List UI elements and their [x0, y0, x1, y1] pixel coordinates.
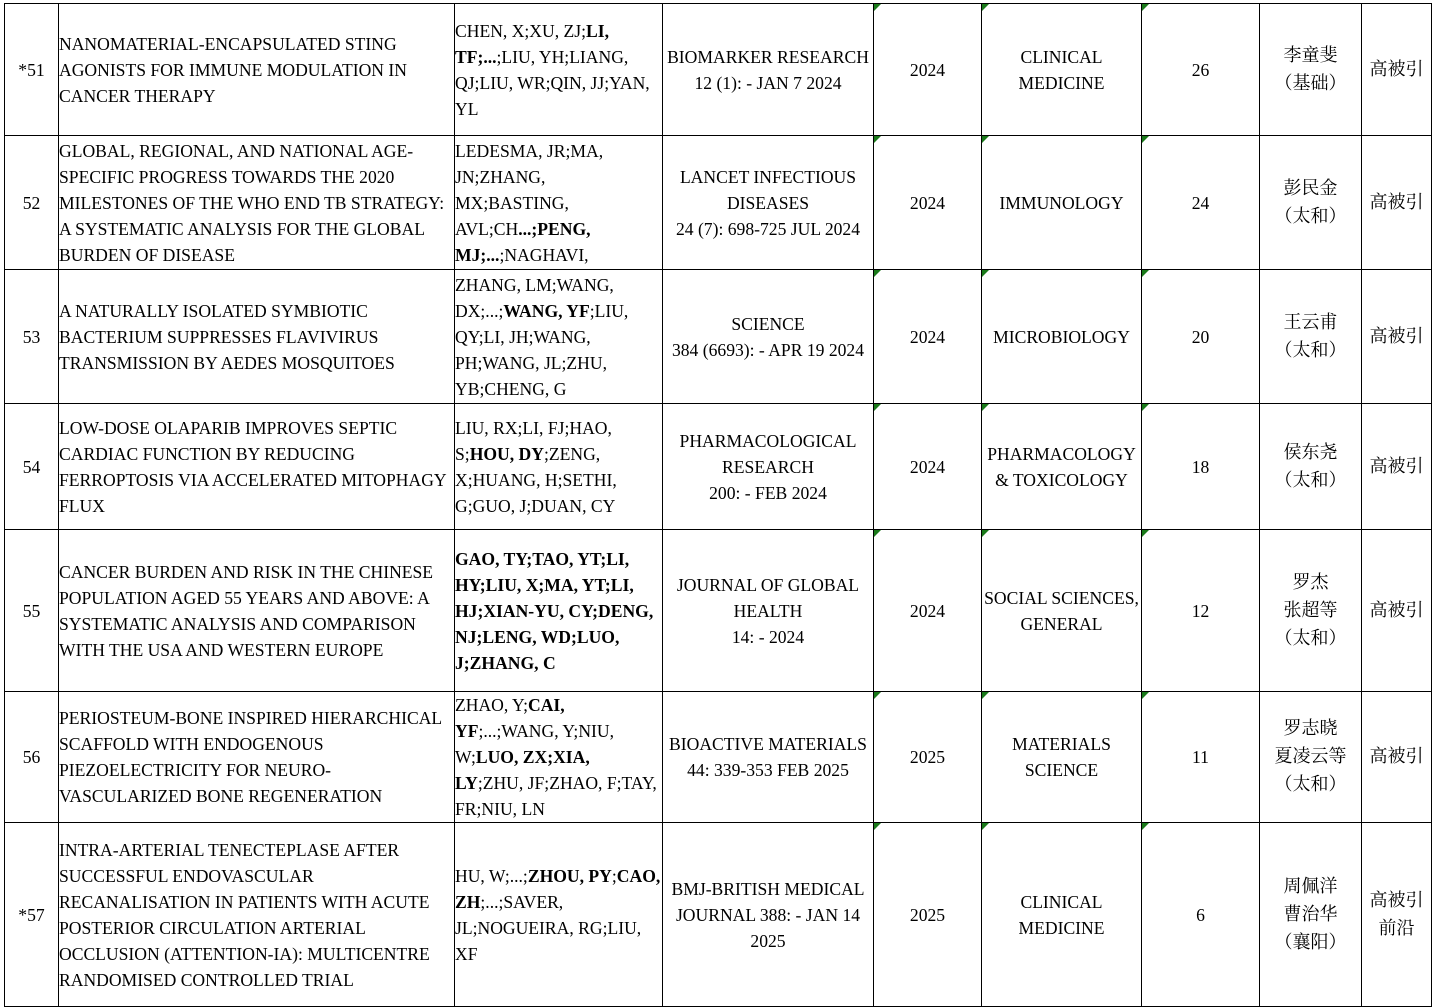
year-cell — [874, 136, 982, 270]
author-segment: ;NAGHAVI, — [499, 244, 589, 265]
row-number: *51 — [18, 59, 45, 80]
subject-category: CLINICAL MEDICINE — [1018, 46, 1105, 93]
researcher-line: 周佩洋 — [1283, 875, 1338, 897]
table-row — [5, 823, 1432, 1007]
author-segment: ;ZHU, JF;ZHAO, F;TAY, FR;NIU, LN — [455, 773, 657, 819]
subject-category: CLINICAL MEDICINE — [1018, 891, 1105, 938]
author-segment: LIU, RX;LI, FJ;HAO, S; — [455, 417, 612, 464]
paper-type-label: 高被引 — [1369, 889, 1424, 911]
author-segment: LI, TF;... — [455, 20, 609, 67]
subject-category: PHARMACOLOGY & TOXICOLOGY — [987, 443, 1136, 490]
paper-type-label: 高被引 — [1369, 455, 1424, 477]
comment-marker-icon — [1142, 530, 1149, 537]
researcher-line: （太和） — [1274, 469, 1347, 491]
researcher-line: （太和） — [1274, 774, 1347, 795]
publication-year: 2024 — [909, 600, 946, 621]
researcher-line: （基础） — [1274, 72, 1347, 94]
citations-cell — [1142, 136, 1260, 270]
author-segment: ;ZENG, X;HUANG, H;SETHI, G;GUO, J;DUAN, CY — [455, 443, 617, 516]
row-number-cell — [5, 692, 59, 823]
title-cell — [59, 404, 455, 530]
paper-type-cell — [1362, 530, 1432, 692]
source-line: PHARMACOLOGICAL RESEARCH — [679, 430, 857, 477]
researcher-line: （太和） — [1274, 205, 1347, 227]
paper-type-label: 高被引 — [1369, 58, 1424, 80]
researcher-line: （太和） — [1274, 627, 1347, 649]
comment-marker-icon — [874, 136, 881, 143]
paper-type-label: 前沿 — [1378, 917, 1415, 939]
publication-year: 2024 — [909, 326, 946, 347]
row-number-cell — [5, 530, 59, 692]
comment-marker-icon — [1142, 136, 1149, 143]
authors-cell — [455, 270, 663, 404]
category-cell — [982, 4, 1142, 136]
researcher-cell — [1260, 404, 1362, 530]
comment-marker-icon — [874, 404, 881, 411]
row-number: *57 — [18, 904, 45, 925]
category-cell — [982, 136, 1142, 270]
category-cell — [982, 270, 1142, 404]
citations-cell — [1142, 823, 1260, 1007]
table-row — [5, 270, 1432, 404]
title-cell — [59, 4, 455, 136]
paper-type-label: 高被引 — [1369, 191, 1424, 213]
researcher-line: （太和） — [1274, 339, 1347, 361]
authors-cell — [455, 4, 663, 136]
citation-count: 26 — [1191, 59, 1210, 80]
author-segment: ZHOU, PY — [527, 865, 612, 886]
subject-category: SOCIAL SCIENCES, GENERAL — [984, 587, 1139, 634]
table-body — [5, 4, 1432, 1007]
year-cell — [874, 692, 982, 823]
researcher-cell — [1260, 136, 1362, 270]
author-segment: ; — [611, 865, 617, 886]
researcher-line: 王云甫 — [1283, 311, 1338, 333]
paper-type-cell — [1362, 4, 1432, 136]
researcher-line: 侯东尧 — [1283, 441, 1338, 463]
paper-title: LOW-DOSE OLAPARIB IMPROVES SEPTIC CARDIAC FUNCTION BY REDUCING FERROPTOSIS VIA ACCELERATED MITOPHAGY FLUX — [59, 417, 446, 516]
paper-type-label: 高被引 — [1369, 599, 1424, 621]
citations-cell — [1142, 530, 1260, 692]
comment-marker-icon — [1142, 404, 1149, 411]
table-row — [5, 692, 1432, 823]
comment-marker-icon — [874, 270, 881, 277]
researcher-line: 罗杰 — [1292, 571, 1329, 593]
publication-year: 2025 — [909, 747, 946, 767]
paper-type-label: 高被引 — [1369, 325, 1424, 347]
table-row — [5, 136, 1432, 270]
year-cell — [874, 4, 982, 136]
author-segment: ZHANG, LM;WANG, DX;...; — [455, 274, 614, 321]
researcher-line: 曹治华 — [1283, 903, 1338, 925]
source-line: LANCET INFECTIOUS DISEASES — [679, 166, 857, 213]
comment-marker-icon — [874, 530, 881, 537]
subject-category: MATERIALS SCIENCE — [1012, 734, 1111, 780]
source-line: 24 (7): 698-725 JUL 2024 — [675, 218, 861, 239]
researcher-line: 罗志晓 — [1283, 718, 1338, 739]
citation-count: 24 — [1191, 192, 1210, 213]
row-number-cell — [5, 136, 59, 270]
comment-marker-icon — [1142, 823, 1149, 830]
author-segment: GAO, TY;TAO, YT;LI, HY;LIU, X;MA, YT;LI, HJ;XIAN-YU, CY;DENG, NJ;LENG, WD;LUO, J;ZHANG, C — [455, 548, 654, 673]
author-segment: CAI, YF — [455, 695, 565, 741]
paper-title: INTRA-ARTERIAL TENECTEPLASE AFTER SUCCESSFUL ENDOVASCULAR RECANALISATION IN PATIENTS WITH ACUTE POSTERIOR CIRCULATION ARTERIAL OCCLUSION (ATTENTION-IA): MULTICENTRE RANDOMISED CONTROLLED TRIAL — [59, 839, 430, 990]
row-number: 55 — [22, 600, 41, 621]
subject-category: MICROBIOLOGY — [993, 326, 1130, 347]
author-segment: ;LIU, QY;LI, JH;WANG, PH;WANG, JL;ZHU, YB;CHENG, G — [455, 300, 629, 399]
publication-year: 2024 — [909, 192, 946, 213]
paper-title: CANCER BURDEN AND RISK IN THE CHINESE POPULATION AGED 55 YEARS AND ABOVE: A SYSTEMATIC ANALYSIS AND COMPARISON WITH THE USA AND WESTERN EUROPE — [59, 561, 434, 660]
citation-count: 11 — [1192, 747, 1209, 767]
source-line: SCIENCE — [731, 313, 805, 334]
publication-year: 2024 — [909, 59, 946, 80]
source-cell — [663, 823, 874, 1007]
author-segment: CHEN, X;XU, ZJ; — [455, 20, 586, 41]
comment-marker-icon — [874, 4, 881, 11]
authors-cell — [455, 404, 663, 530]
author-segment: ;LIU, YH;LIANG, QJ;LIU, WR;QIN, JJ;YAN, YL — [455, 46, 650, 119]
source-line: 200: - FEB 2024 — [709, 482, 827, 503]
category-cell — [982, 404, 1142, 530]
researcher-line: 夏凌云等 — [1274, 746, 1347, 767]
comment-marker-icon — [874, 823, 881, 830]
author-segment: ;...;SAVER, JL;NOGUEIRA, RG;LIU, XF — [455, 891, 642, 964]
comment-marker-icon — [982, 404, 989, 411]
table-row — [5, 4, 1432, 136]
row-number: 53 — [22, 326, 41, 347]
year-cell — [874, 530, 982, 692]
authors-cell — [455, 530, 663, 692]
source-cell — [663, 404, 874, 530]
row-number-cell — [5, 4, 59, 136]
comment-marker-icon — [1142, 4, 1149, 11]
source-cell — [663, 136, 874, 270]
year-cell — [874, 270, 982, 404]
citations-cell — [1142, 4, 1260, 136]
category-cell — [982, 692, 1142, 823]
comment-marker-icon — [982, 823, 989, 830]
row-number: 54 — [22, 456, 41, 477]
author-segment: CAO, ZH — [455, 865, 661, 912]
title-cell — [59, 530, 455, 692]
author-segment: LEDESMA, JR;MA, JN;ZHANG, MX;BASTING, AVL;CH — [455, 140, 604, 239]
author-segment: ;...;WANG, Y;NIU, W; — [455, 721, 614, 767]
publication-year: 2024 — [909, 456, 946, 477]
researcher-line: 彭民金 — [1283, 177, 1338, 199]
source-line: 14: - 2024 — [731, 626, 805, 647]
author-segment: HOU, DY — [469, 443, 544, 464]
paper-type-cell — [1362, 692, 1432, 823]
title-cell — [59, 823, 455, 1007]
citation-count: 12 — [1191, 600, 1210, 621]
comment-marker-icon — [982, 136, 989, 143]
researcher-line: 张超等 — [1283, 599, 1338, 621]
authors-cell — [455, 823, 663, 1007]
publication-year: 2025 — [909, 904, 946, 925]
author-segment: HU, W;...; — [455, 865, 528, 886]
paper-type-cell — [1362, 136, 1432, 270]
source-line: JOURNAL OF GLOBAL HEALTH — [676, 574, 860, 621]
author-segment: LUO, ZX;XIA, LY — [455, 747, 590, 793]
year-cell — [874, 404, 982, 530]
citations-cell — [1142, 270, 1260, 404]
author-segment: ...;PENG, MJ;... — [455, 218, 591, 265]
author-segment: ZHAO, Y; — [455, 695, 528, 715]
row-number-cell — [5, 270, 59, 404]
paper-title: GLOBAL, REGIONAL, AND NATIONAL AGE-SPECIFIC PROGRESS TOWARDS THE 2020 MILESTONES OF THE WHO END TB STRATEGY: A SYSTEMATIC ANALYSIS FOR THE GLOBAL BURDEN OF DISEASE — [59, 140, 445, 265]
paper-title: A NATURALLY ISOLATED SYMBIOTIC BACTERIUM SUPPRESSES FLAVIVIRUS TRANSMISSION BY AEDES MOSQUITOES — [59, 300, 395, 373]
source-cell — [663, 270, 874, 404]
row-number: 56 — [22, 747, 41, 767]
category-cell — [982, 823, 1142, 1007]
paper-type-cell — [1362, 823, 1432, 1007]
paper-title: PERIOSTEUM-BONE INSPIRED HIERARCHICAL SCAFFOLD WITH ENDOGENOUS PIEZOELECTRICITY FOR NEURO-VASCULARIZED BONE REGENERATION — [59, 708, 442, 806]
comment-marker-icon — [1142, 692, 1149, 699]
comment-marker-icon — [1142, 270, 1149, 277]
authors-cell — [455, 136, 663, 270]
paper-title: NANOMATERIAL-ENCAPSULATED STING AGONISTS FOR IMMUNE MODULATION IN CANCER THERAPY — [59, 33, 407, 106]
source-line: BIOACTIVE MATERIALS 44: 339-353 FEB 2025 — [669, 734, 867, 780]
table-row — [5, 404, 1432, 530]
paper-type-cell — [1362, 270, 1432, 404]
title-cell — [59, 270, 455, 404]
source-cell — [663, 692, 874, 823]
citation-count: 20 — [1191, 326, 1210, 347]
title-cell — [59, 136, 455, 270]
source-cell — [663, 530, 874, 692]
researcher-cell — [1260, 4, 1362, 136]
comment-marker-icon — [982, 4, 989, 11]
researcher-cell — [1260, 530, 1362, 692]
source-line: BIOMARKER RESEARCH 12 (1): - JAN 7 2024 — [667, 46, 869, 93]
table-row — [5, 530, 1432, 692]
author-segment: WANG, YF — [503, 300, 590, 321]
comment-marker-icon — [982, 692, 989, 699]
category-cell — [982, 530, 1142, 692]
paper-type-label: 高被引 — [1369, 746, 1424, 767]
source-line: 384 (6693): - APR 19 2024 — [671, 339, 865, 360]
researcher-cell — [1260, 692, 1362, 823]
citation-count: 18 — [1191, 456, 1210, 477]
title-cell — [59, 692, 455, 823]
year-cell — [874, 823, 982, 1007]
comment-marker-icon — [982, 530, 989, 537]
comment-marker-icon — [874, 692, 881, 699]
researcher-cell — [1260, 823, 1362, 1007]
citations-cell — [1142, 692, 1260, 823]
paper-type-cell — [1362, 404, 1432, 530]
source-line: BMJ-BRITISH MEDICAL JOURNAL 388: - JAN 14 2025 — [671, 878, 865, 951]
papers-table — [4, 3, 1432, 1007]
row-number: 52 — [22, 192, 41, 213]
authors-cell — [455, 692, 663, 823]
source-cell — [663, 4, 874, 136]
subject-category: IMMUNOLOGY — [999, 192, 1124, 213]
researcher-cell — [1260, 270, 1362, 404]
researcher-line: （襄阳） — [1274, 931, 1347, 953]
citation-count: 6 — [1196, 904, 1205, 925]
comment-marker-icon — [982, 270, 989, 277]
row-number-cell — [5, 404, 59, 530]
researcher-line: 李童斐 — [1283, 44, 1338, 66]
row-number-cell — [5, 823, 59, 1007]
citations-cell — [1142, 404, 1260, 530]
